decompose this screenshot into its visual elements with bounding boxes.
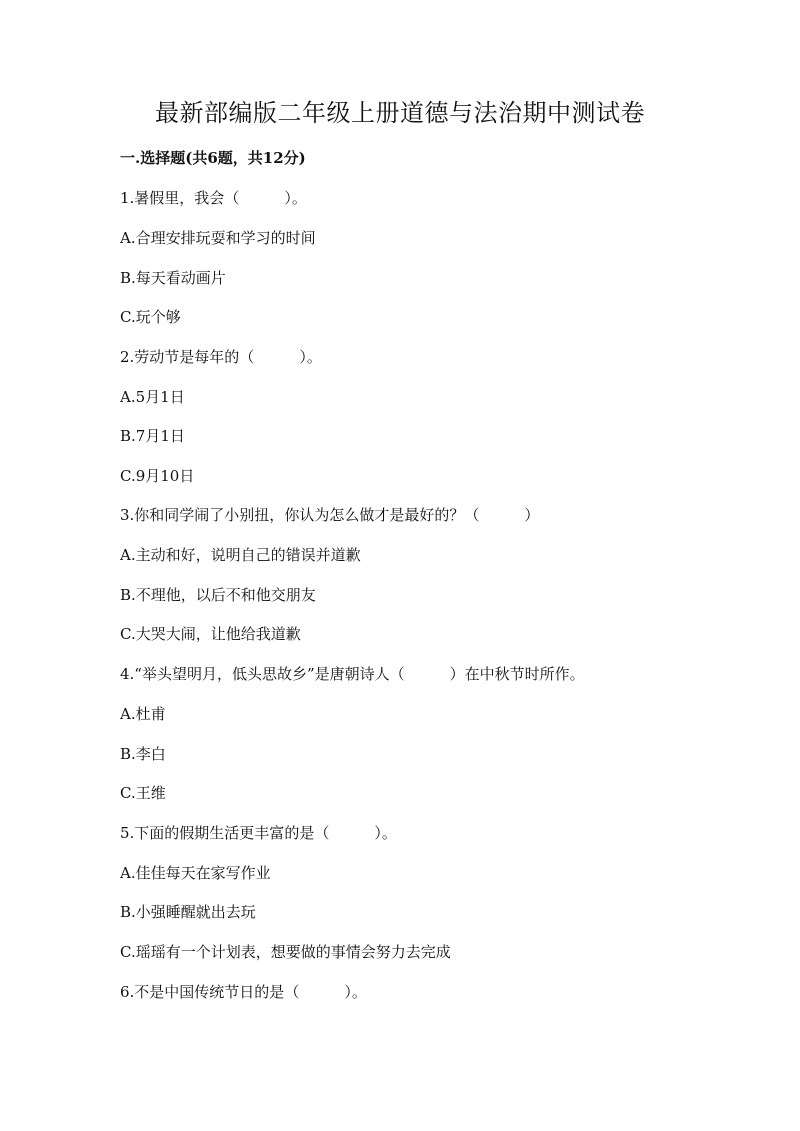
question-1-option-b: B.每天看动画片 <box>120 269 226 287</box>
section-heading: 一.选择题(共6题，共12分) <box>120 149 306 167</box>
question-1-option-c: C.玩个够 <box>120 308 181 326</box>
question-6-stem: 6.不是中国传统节日的是（ ）。 <box>120 983 367 1001</box>
question-5-option-b: B.小强睡醒就出去玩 <box>120 903 256 921</box>
question-2-stem: 2.劳动节是每年的（ ）。 <box>120 348 322 366</box>
question-5-option-a: A.佳佳每天在家写作业 <box>120 864 271 882</box>
question-5-option-c: C.瑶瑶有一个计划表，想要做的事情会努力去完成 <box>120 943 451 961</box>
question-3-option-c: C.大哭大闹，让他给我道歉 <box>120 625 301 643</box>
page-title: 最新部编版二年级上册道德与法治期中测试卷 <box>155 99 645 127</box>
question-4-option-a: A.杜甫 <box>120 705 166 723</box>
question-1-option-a: A.合理安排玩耍和学习的时间 <box>120 229 316 247</box>
question-2-option-c: C.9月10日 <box>120 467 195 485</box>
question-2-option-a: A.5月1日 <box>120 388 185 406</box>
question-4-option-b: B.李白 <box>120 745 166 763</box>
question-3-stem: 3.你和同学闹了小别扭，你认为怎么做才是最好的？（ ） <box>120 506 540 524</box>
question-1-stem: 1.暑假里，我会（ ）。 <box>120 189 307 207</box>
question-4-option-c: C.王维 <box>120 784 166 802</box>
question-3-option-b: B.不理他，以后不和他交朋友 <box>120 586 316 604</box>
question-4-stem: 4.“举头望明月，低头思故乡”是唐朝诗人（ ）在中秋节时所作。 <box>120 665 585 683</box>
question-5-stem: 5.下面的假期生活更丰富的是（ ）。 <box>120 824 397 842</box>
question-3-option-a: A.主动和好，说明自己的错误并道歉 <box>120 546 361 564</box>
question-2-option-b: B.7月1日 <box>120 427 185 445</box>
